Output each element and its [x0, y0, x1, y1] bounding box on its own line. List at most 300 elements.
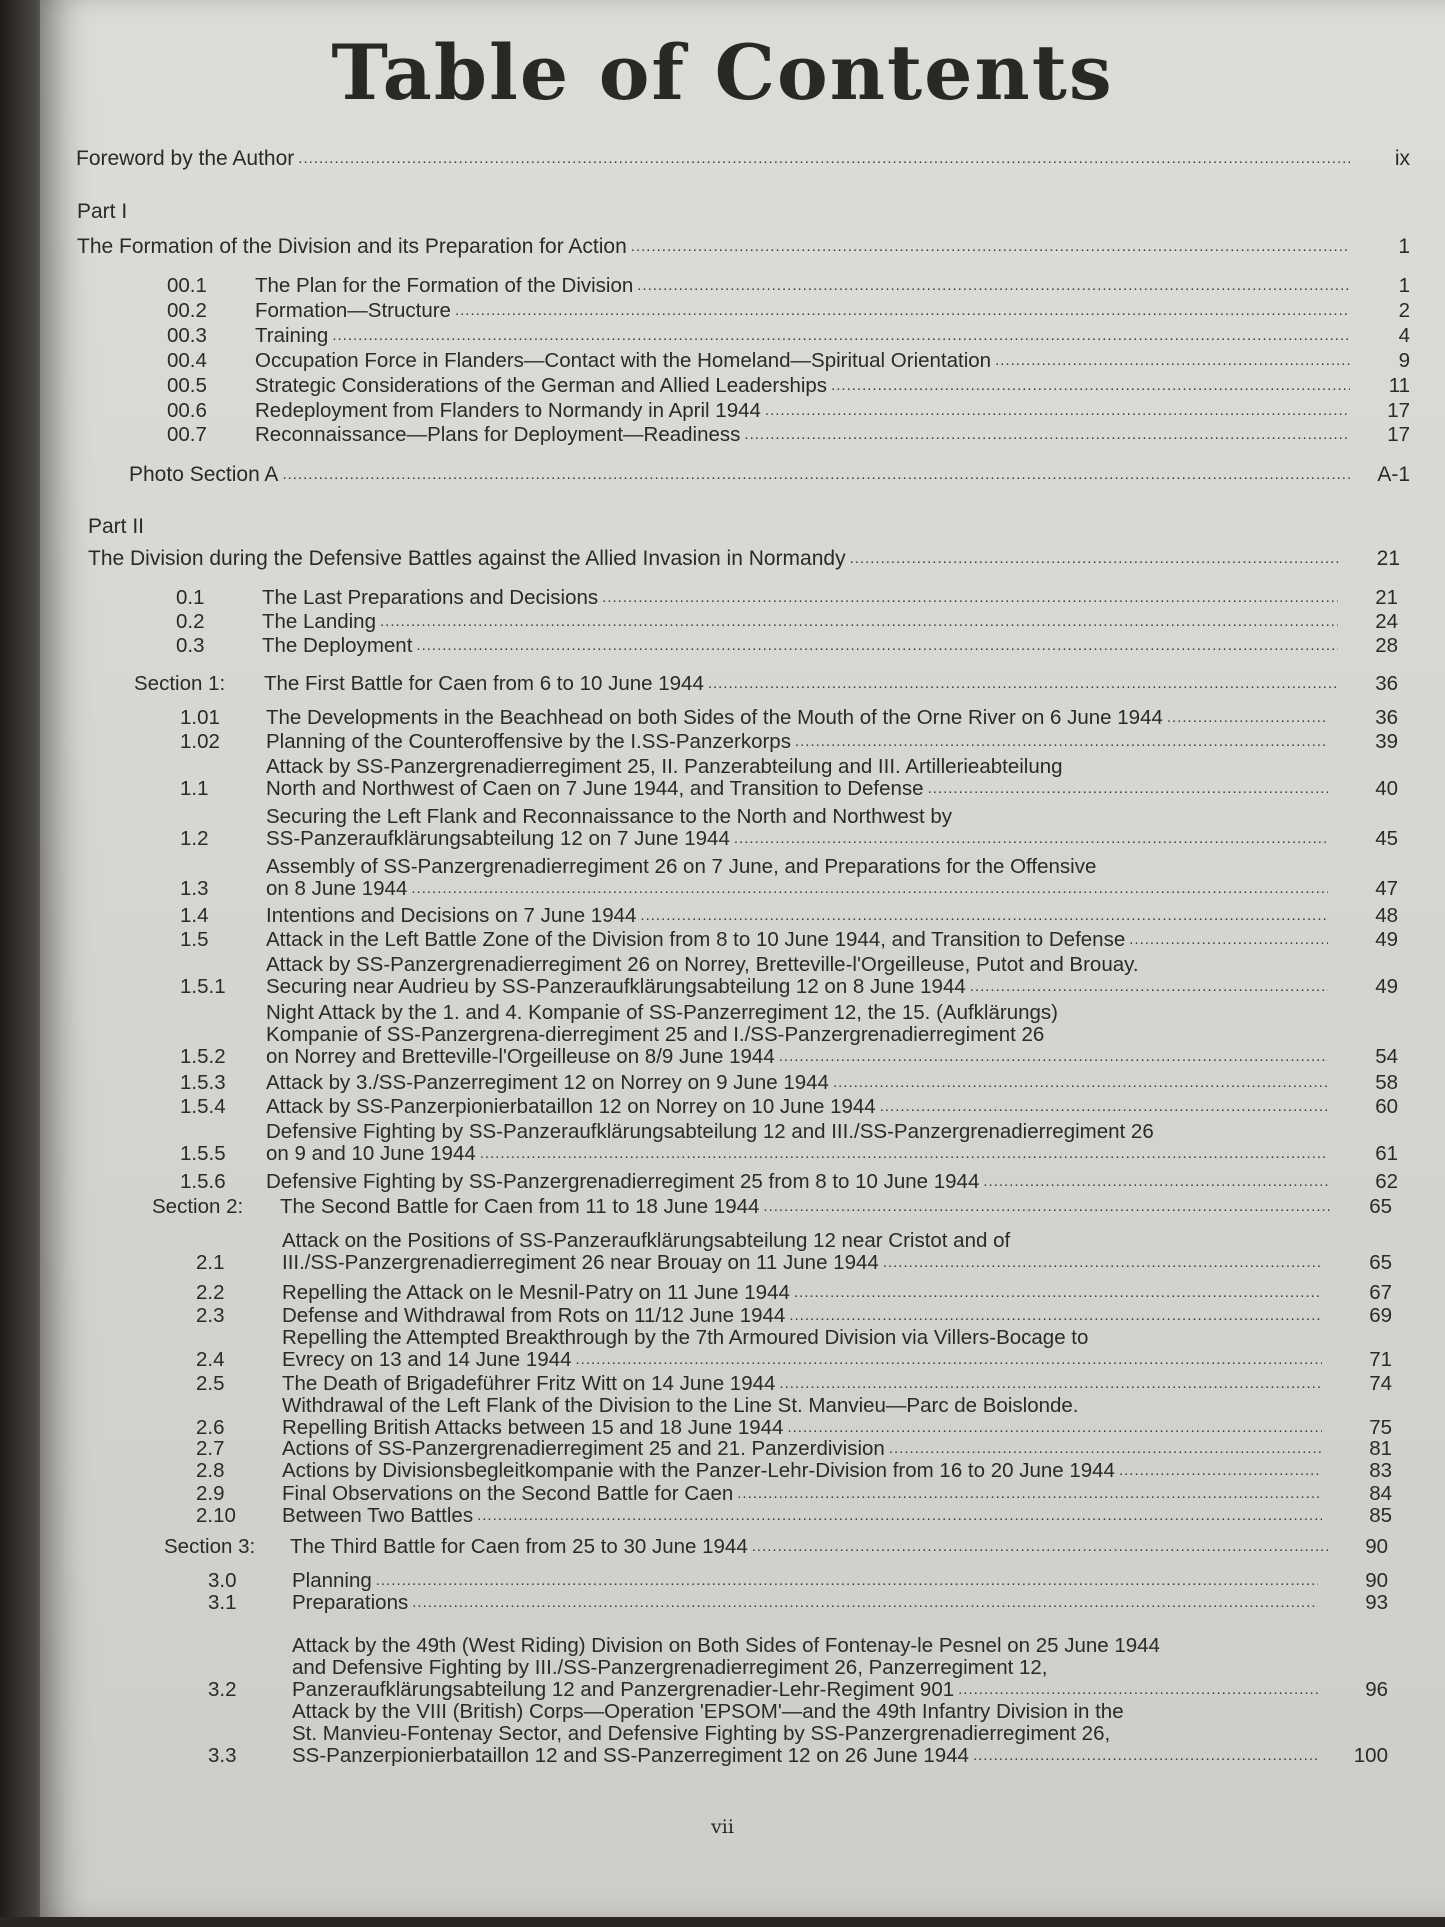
entry-page: 48 — [1375, 904, 1398, 927]
entry-title — [76, 148, 1350, 170]
toc-entry[interactable] — [167, 325, 1410, 347]
entry-title-line: Actions of SS-Panzergrenadierregiment 25 and 21. Panzerdivision — [282, 1438, 885, 1460]
entry-number: 00.7 — [167, 423, 207, 446]
entry-title-line: The First Battle for Caen from 6 to 10 June 1944 — [264, 673, 704, 695]
entry-title — [88, 548, 1340, 570]
entry-page: 17 — [1387, 423, 1410, 446]
entry-title-line: Repelling British Attacks between 15 and 18 June 1944 — [282, 1416, 784, 1439]
entry-number: 2.2 — [196, 1281, 225, 1304]
dot-leader — [416, 635, 1338, 657]
entry-number: 3.3 — [208, 1744, 237, 1767]
toc-entry[interactable] — [196, 1305, 1392, 1327]
toc-entry[interactable] — [176, 635, 1398, 657]
entry-number: 2.3 — [196, 1304, 225, 1327]
entry-title-line: Assembly of SS-Panzergrenadierregiment 26 on 7 June, and Preparations for the Offensive — [266, 856, 1097, 878]
toc-entry[interactable] — [196, 1327, 1392, 1371]
entry-title-line: Attack in the Left Battle Zone of the Division from 8 to 10 June 1944, and Transition to Defense — [266, 929, 1126, 951]
entry-title-last-line — [266, 976, 1328, 998]
entry-number: 1.01 — [180, 706, 220, 729]
entry-title-last-line — [266, 1143, 1328, 1165]
toc-entry[interactable] — [167, 400, 1410, 422]
entry-title — [282, 1327, 1322, 1371]
entry-title-last-line — [292, 1745, 1318, 1767]
entry-title — [266, 1072, 1328, 1094]
entry-title-last-line — [255, 375, 1350, 397]
page-title: Table of Contents — [331, 28, 1114, 117]
entry-title-last-line — [266, 929, 1328, 951]
entry-title-line: Evrecy on 13 and 14 June 1944 — [282, 1348, 572, 1371]
entry-title-last-line — [282, 1373, 1322, 1395]
entry-page: 54 — [1375, 1045, 1398, 1068]
dot-leader — [831, 375, 1350, 397]
toc-entry[interactable] — [196, 1505, 1392, 1527]
entry-number: 1.5.5 — [180, 1142, 226, 1165]
entry-title-line: SS-Panzerpionierbataillon 12 and SS-Panzerregiment 12 on 26 June 1944 — [292, 1744, 969, 1767]
entry-title-last-line — [266, 1096, 1328, 1118]
toc-entry[interactable] — [176, 611, 1398, 633]
entry-title-line: Redeployment from Flanders to Normandy in April 1944 — [255, 400, 761, 422]
entry-title-line: Photo Section A — [129, 464, 279, 486]
entry-title — [282, 1282, 1322, 1304]
entry-title-line: North and Northwest of Caen on 7 June 1944, and Transition to Defense — [266, 777, 924, 800]
dot-leader — [477, 1505, 1322, 1527]
toc-entry[interactable] — [167, 424, 1410, 446]
entry-title-line: Final Observations on the Second Battle for Caen — [282, 1483, 734, 1505]
toc-entry[interactable] — [167, 275, 1410, 297]
entry-page: 1 — [1398, 274, 1410, 297]
entry-title-line: Reconnaissance—Plans for Deployment—Readiness — [255, 424, 741, 446]
entry-page: 90 — [1365, 1535, 1388, 1558]
entry-title-line: Panzeraufklärungsabteilung 12 and Panzergrenadier-Lehr-Regiment 901 — [292, 1678, 955, 1701]
toc-entry[interactable] — [167, 375, 1410, 397]
entry-page: 69 — [1369, 1304, 1392, 1327]
entry-page: 21 — [1376, 547, 1400, 570]
toc-entry[interactable] — [196, 1282, 1392, 1304]
dot-leader — [765, 400, 1350, 422]
toc-entry[interactable] — [180, 1072, 1398, 1094]
entry-page: 11 — [1388, 374, 1410, 397]
dot-leader — [970, 976, 1328, 998]
entry-number: 1.5.3 — [180, 1071, 226, 1094]
dot-leader — [833, 1072, 1328, 1094]
entry-title-line: Planning of the Counteroffensive by the I.SS-Panzerkorps — [266, 731, 791, 753]
entry-title — [282, 1230, 1322, 1274]
toc-entry[interactable] — [196, 1438, 1392, 1460]
entry-title-last-line — [290, 1536, 1328, 1558]
entry-title-line: III./SS-Panzergrenadierregiment 26 near Brouay on 11 June 1944 — [282, 1251, 879, 1274]
dot-leader — [480, 1143, 1328, 1165]
entry-page: 74 — [1369, 1372, 1392, 1395]
entry-title-last-line — [266, 905, 1328, 927]
entry-title — [266, 929, 1328, 951]
entry-number: 2.9 — [196, 1482, 225, 1505]
entry-title-line: Attack on the Positions of SS-Panzeraufklärungsabteilung 12 near Cristot and of — [282, 1230, 1011, 1252]
entry-title-last-line — [292, 1679, 1318, 1701]
dot-leader — [779, 1373, 1322, 1395]
entry-number: 0.1 — [176, 586, 205, 609]
toc-entry[interactable] — [196, 1483, 1392, 1505]
entry-number: 00.4 — [167, 349, 207, 372]
entry-page: 58 — [1375, 1071, 1398, 1094]
entry-title — [282, 1483, 1322, 1505]
entry-title-line: St. Manvieu-Fontenay Sector, and Defensive Fighting by SS-Panzergrenadierregiment 26, — [292, 1722, 1111, 1745]
toc-entry[interactable] — [176, 587, 1398, 609]
entry-number: 3.2 — [208, 1678, 237, 1701]
entry-page: 100 — [1353, 1744, 1388, 1767]
dot-leader — [298, 148, 1350, 170]
dot-leader — [880, 1096, 1328, 1118]
toc-photo-section[interactable] — [129, 464, 1410, 486]
entry-page: 61 — [1375, 1142, 1398, 1165]
entry-page: 85 — [1369, 1504, 1392, 1527]
entry-title-line: Attack by 3./SS-Panzerregiment 12 on Norrey on 9 June 1944 — [266, 1072, 829, 1094]
entry-title — [266, 1096, 1328, 1118]
dot-leader — [779, 1046, 1328, 1068]
toc-entry[interactable] — [180, 1002, 1398, 1068]
dot-leader — [794, 1282, 1322, 1304]
entry-title-last-line — [282, 1252, 1322, 1274]
dot-leader — [708, 673, 1338, 695]
entry-page: 75 — [1369, 1416, 1392, 1439]
entry-number: 2.4 — [196, 1348, 225, 1371]
entry-title — [266, 707, 1328, 729]
entry-title — [264, 673, 1338, 695]
entry-number: 1.5.1 — [180, 975, 226, 998]
entry-number: 00.6 — [167, 399, 207, 422]
entry-page: 49 — [1375, 975, 1398, 998]
entry-page: 40 — [1375, 777, 1398, 800]
entry-title-last-line — [266, 828, 1328, 850]
entry-title — [292, 1701, 1318, 1767]
entry-title-last-line — [266, 778, 1328, 800]
entry-title — [255, 275, 1350, 297]
entry-title-line: Foreword by the Author — [76, 148, 295, 170]
entry-page: 93 — [1365, 1591, 1388, 1614]
entry-page: 39 — [1375, 730, 1398, 753]
entry-title-line: SS-Panzeraufklärungsabteilung 12 on 7 June 1944 — [266, 827, 730, 850]
entry-number: 1.02 — [180, 730, 220, 753]
entry-title — [266, 806, 1328, 850]
entry-title-line: Planning — [292, 1570, 372, 1592]
entry-number: 1.5.4 — [180, 1095, 226, 1118]
entry-title-last-line — [280, 1196, 1332, 1218]
entry-page: 2 — [1398, 299, 1410, 322]
toc-entry[interactable] — [180, 929, 1398, 951]
dot-leader — [412, 1592, 1318, 1614]
entry-number: 3.0 — [208, 1569, 237, 1592]
toc-entry[interactable] — [180, 731, 1398, 753]
entry-title-line: Defensive Fighting by SS-Panzergrenadierregiment 25 from 8 to 10 June 1944 — [266, 1171, 980, 1193]
dot-leader — [763, 1196, 1332, 1218]
toc-entry[interactable] — [208, 1570, 1388, 1592]
entry-page: 96 — [1365, 1678, 1388, 1701]
entry-page: 71 — [1369, 1348, 1392, 1371]
entry-number: 0.2 — [176, 610, 205, 633]
entry-title-last-line — [255, 400, 1350, 422]
entry-page: ix — [1394, 147, 1410, 170]
entry-title-line: Kompanie of SS-Panzergrena-dierregiment 25 and I./SS-Panzergrenadierregiment 26 — [266, 1023, 1045, 1046]
entry-title-line: Strategic Considerations of the German and Allied Leaderships — [255, 375, 828, 397]
entry-page: 65 — [1369, 1251, 1392, 1274]
toc-entry[interactable] — [180, 1096, 1398, 1118]
dot-leader — [795, 731, 1328, 753]
entry-title-line: Formation—Structure — [255, 300, 451, 322]
entry-title-last-line — [255, 300, 1350, 322]
entry-number: 00.1 — [167, 274, 207, 297]
entry-title-line: Night Attack by the 1. and 4. Kompanie of SS-Panzerregiment 12, the 15. (Aufklärungs) — [266, 1002, 1058, 1024]
entry-title-line: Defense and Withdrawal from Rots on 11/12 June 1944 — [282, 1305, 786, 1327]
toc-entry[interactable] — [180, 1121, 1398, 1165]
entry-title-last-line — [282, 1282, 1322, 1304]
dot-leader — [787, 1417, 1322, 1439]
dot-leader — [602, 587, 1338, 609]
entry-title-line: The Landing — [262, 611, 376, 633]
part-label: Part I — [77, 200, 128, 223]
entry-title-last-line — [266, 731, 1328, 753]
entry-title — [282, 1460, 1322, 1482]
entry-title — [255, 350, 1350, 372]
entry-title — [266, 756, 1328, 800]
entry-title-last-line — [129, 464, 1350, 486]
entry-title-last-line — [264, 673, 1338, 695]
dot-leader — [332, 325, 1350, 347]
entry-title-last-line — [266, 1046, 1328, 1068]
toc-entry[interactable] — [208, 1592, 1388, 1614]
entry-title — [255, 375, 1350, 397]
entry-title-last-line — [282, 1417, 1322, 1439]
dot-leader — [380, 611, 1338, 633]
entry-title-line: on 8 June 1944 — [266, 877, 408, 900]
toc-entry[interactable] — [196, 1460, 1392, 1482]
entry-title-line: Occupation Force in Flanders—Contact with the Homeland—Spiritual Orientation — [255, 350, 992, 372]
entry-title-line: The Death of Brigadeführer Fritz Witt on 14 June 1944 — [282, 1373, 776, 1395]
entry-title — [282, 1373, 1322, 1395]
entry-page: 67 — [1369, 1281, 1392, 1304]
entry-title-last-line — [266, 878, 1328, 900]
dot-leader — [1129, 929, 1328, 951]
entry-number: 1.4 — [180, 904, 209, 927]
dot-leader — [850, 548, 1340, 570]
entry-page: 81 — [1369, 1437, 1392, 1460]
entry-title — [255, 400, 1350, 422]
entry-number: 0.3 — [176, 634, 205, 657]
entry-page: 47 — [1375, 877, 1398, 900]
toc-section-heading[interactable] — [152, 1196, 1392, 1218]
entry-page: A-1 — [1377, 463, 1410, 486]
entry-number: 1.2 — [180, 827, 209, 850]
entry-title-line: Intentions and Decisions on 7 June 1944 — [266, 905, 637, 927]
entry-title-last-line — [76, 148, 1350, 170]
entry-title-last-line — [255, 325, 1350, 347]
entry-title — [255, 300, 1350, 322]
entry-title — [262, 587, 1338, 609]
entry-title — [282, 1438, 1322, 1460]
toc-part-heading[interactable] — [88, 548, 1400, 570]
dot-leader — [411, 878, 1328, 900]
entry-title-line: and Defensive Fighting by III./SS-Panzergrenadierregiment 26, Panzerregiment 12, — [292, 1656, 1048, 1679]
entry-title-last-line — [282, 1438, 1322, 1460]
entry-title-line: The Plan for the Formation of the Division — [255, 275, 634, 297]
entry-title-line: Defensive Fighting by SS-Panzeraufklärungsabteilung 12 and III./SS-Panzergrenadierregiment 26 — [266, 1121, 1154, 1143]
entry-title-last-line — [255, 275, 1350, 297]
entry-title — [255, 325, 1350, 347]
dot-leader — [376, 1570, 1318, 1592]
entry-title-line: The Division during the Defensive Battles against the Allied Invasion in Normandy — [88, 548, 846, 570]
toc-entry[interactable] — [180, 954, 1398, 998]
entry-page: 36 — [1375, 672, 1398, 695]
entry-title-line: Securing near Audrieu by SS-Panzeraufklärungsabteilung 12 on 8 June 1944 — [266, 975, 966, 998]
entry-title-last-line — [266, 707, 1328, 729]
entry-title-last-line — [262, 611, 1338, 633]
toc-foreword[interactable] — [76, 148, 1410, 170]
toc-entry[interactable] — [196, 1395, 1392, 1439]
entry-title-last-line — [282, 1460, 1322, 1482]
entry-title — [292, 1635, 1318, 1701]
toc-entry[interactable] — [180, 856, 1398, 900]
entry-title-last-line — [282, 1505, 1322, 1527]
toc-section-heading[interactable] — [164, 1536, 1388, 1558]
entry-page: 65 — [1369, 1195, 1392, 1218]
dot-leader — [983, 1171, 1328, 1193]
dot-leader — [737, 1483, 1322, 1505]
entry-title-line: on Norrey and Bretteville-l'Orgeilleuse on 8/9 June 1944 — [266, 1045, 775, 1068]
entry-title-line: Attack by SS-Panzergrenadierregiment 26 on Norrey, Bretteville-l'Orgeilleuse, Putot and Brouay. — [266, 954, 1139, 976]
dot-leader — [1119, 1460, 1322, 1482]
entry-title — [282, 1505, 1322, 1527]
entry-page: 49 — [1375, 928, 1398, 951]
dot-leader — [1167, 707, 1328, 729]
entry-title — [255, 424, 1350, 446]
entry-page: 28 — [1375, 634, 1398, 657]
page-bottom-edge — [0, 1917, 1445, 1927]
entry-title-line: Actions by Divisionsbegleitkompanie with the Panzer-Lehr-Division from 16 to 20 June 1944 — [282, 1460, 1115, 1482]
entry-title — [280, 1196, 1332, 1218]
part-label: Part II — [88, 515, 145, 538]
entry-title — [292, 1592, 1318, 1614]
entry-number: 00.5 — [167, 374, 207, 397]
entry-title-last-line — [292, 1570, 1318, 1592]
toc-entry[interactable] — [180, 707, 1398, 729]
dot-leader — [995, 350, 1350, 372]
toc-entry[interactable] — [180, 905, 1398, 927]
entry-title — [266, 1171, 1328, 1193]
entry-title-last-line — [282, 1305, 1322, 1327]
toc-entry[interactable] — [196, 1373, 1392, 1395]
entry-title-line: Withdrawal of the Left Flank of the Division to the Line St. Manvieu—Parc de Boislonde. — [282, 1395, 1079, 1417]
entry-title-last-line — [262, 587, 1338, 609]
dot-leader — [640, 905, 1328, 927]
dot-leader — [883, 1252, 1322, 1274]
entry-title — [262, 635, 1338, 657]
dot-leader — [752, 1536, 1328, 1558]
entry-title — [266, 1002, 1328, 1068]
entry-title-line: The Third Battle for Caen from 25 to 30 June 1944 — [290, 1536, 748, 1558]
dot-leader — [631, 236, 1350, 258]
toc-entry[interactable] — [208, 1635, 1388, 1701]
entry-number: 2.6 — [196, 1416, 225, 1439]
dot-leader — [744, 424, 1350, 446]
entry-page: 83 — [1369, 1459, 1392, 1482]
entry-title — [292, 1570, 1318, 1592]
entry-title-line: Repelling the Attempted Breakthrough by the 7th Armoured Division via Villers-Bocage to — [282, 1327, 1089, 1349]
entry-title — [77, 236, 1350, 258]
entry-page: 17 — [1387, 399, 1410, 422]
toc-entry[interactable] — [208, 1701, 1388, 1767]
entry-number: 1.3 — [180, 877, 209, 900]
entry-title-line: Training — [255, 325, 329, 347]
entry-title-line: Attack by SS-Panzerpionierbataillon 12 on Norrey on 10 June 1944 — [266, 1096, 876, 1118]
entry-number: 00.2 — [167, 299, 207, 322]
entry-page: 62 — [1375, 1170, 1398, 1193]
toc-entry[interactable] — [167, 300, 1410, 322]
entry-title — [282, 1395, 1322, 1439]
toc-part-heading[interactable] — [77, 236, 1410, 258]
entry-title-last-line — [262, 635, 1338, 657]
dot-leader — [282, 464, 1350, 486]
entry-page: 4 — [1398, 324, 1410, 347]
entry-title-last-line — [88, 548, 1340, 570]
entry-title-line: The Deployment — [262, 635, 413, 657]
dot-leader — [637, 275, 1350, 297]
entry-title-line: Between Two Battles — [282, 1505, 474, 1527]
entry-number: Section 2: — [152, 1195, 244, 1218]
entry-title-last-line — [282, 1483, 1322, 1505]
entry-title — [129, 464, 1350, 486]
entry-number: 1.5.6 — [180, 1170, 226, 1193]
entry-page: 1 — [1398, 235, 1410, 258]
entry-title-line: The Last Preparations and Decisions — [262, 587, 599, 609]
entry-number: 2.10 — [196, 1504, 236, 1527]
entry-title-line: Attack by the 49th (West Riding) Division on Both Sides of Fontenay-le Pesnel on 25 June 1944 — [292, 1635, 1160, 1657]
entry-title-line: on 9 and 10 June 1944 — [266, 1142, 476, 1165]
entry-title-last-line — [266, 1072, 1328, 1094]
dot-leader — [889, 1438, 1322, 1460]
dot-leader — [455, 300, 1350, 322]
entry-title-line: The Second Battle for Caen from 11 to 18 June 1944 — [280, 1196, 760, 1218]
entry-title — [290, 1536, 1328, 1558]
toc-entry[interactable] — [180, 756, 1398, 800]
entry-page: 36 — [1375, 706, 1398, 729]
entry-title — [282, 1305, 1322, 1327]
toc-entry[interactable] — [180, 1171, 1398, 1193]
dot-leader — [789, 1305, 1322, 1327]
entry-number: 2.8 — [196, 1459, 225, 1482]
entry-page: 21 — [1375, 586, 1398, 609]
entry-title-last-line — [255, 350, 1350, 372]
entry-title — [262, 611, 1338, 633]
entry-number: 2.7 — [196, 1437, 225, 1460]
entry-title-last-line — [266, 1171, 1328, 1193]
entry-number: 1.5.2 — [180, 1045, 226, 1068]
entry-title-line: The Developments in the Beachhead on both Sides of the Mouth of the Orne River on 6 June 1944 — [266, 707, 1163, 729]
entry-number: Section 1: — [134, 672, 226, 695]
entry-title — [266, 731, 1328, 753]
dot-leader — [734, 828, 1328, 850]
entry-title-last-line — [282, 1349, 1322, 1371]
page-number: vii — [711, 1816, 734, 1838]
entry-title-last-line — [292, 1592, 1318, 1614]
entry-number: 2.5 — [196, 1372, 225, 1395]
entry-number: 00.3 — [167, 324, 207, 347]
entry-number: 3.1 — [208, 1591, 237, 1614]
toc-section-heading[interactable] — [134, 673, 1398, 695]
entry-title — [266, 954, 1328, 998]
toc-entry[interactable] — [196, 1230, 1392, 1274]
entry-title — [266, 905, 1328, 927]
entry-title-line: Repelling the Attack on le Mesnil-Patry on 11 June 1944 — [282, 1282, 790, 1304]
toc-entry[interactable] — [167, 350, 1410, 372]
toc-entry[interactable] — [180, 806, 1398, 850]
